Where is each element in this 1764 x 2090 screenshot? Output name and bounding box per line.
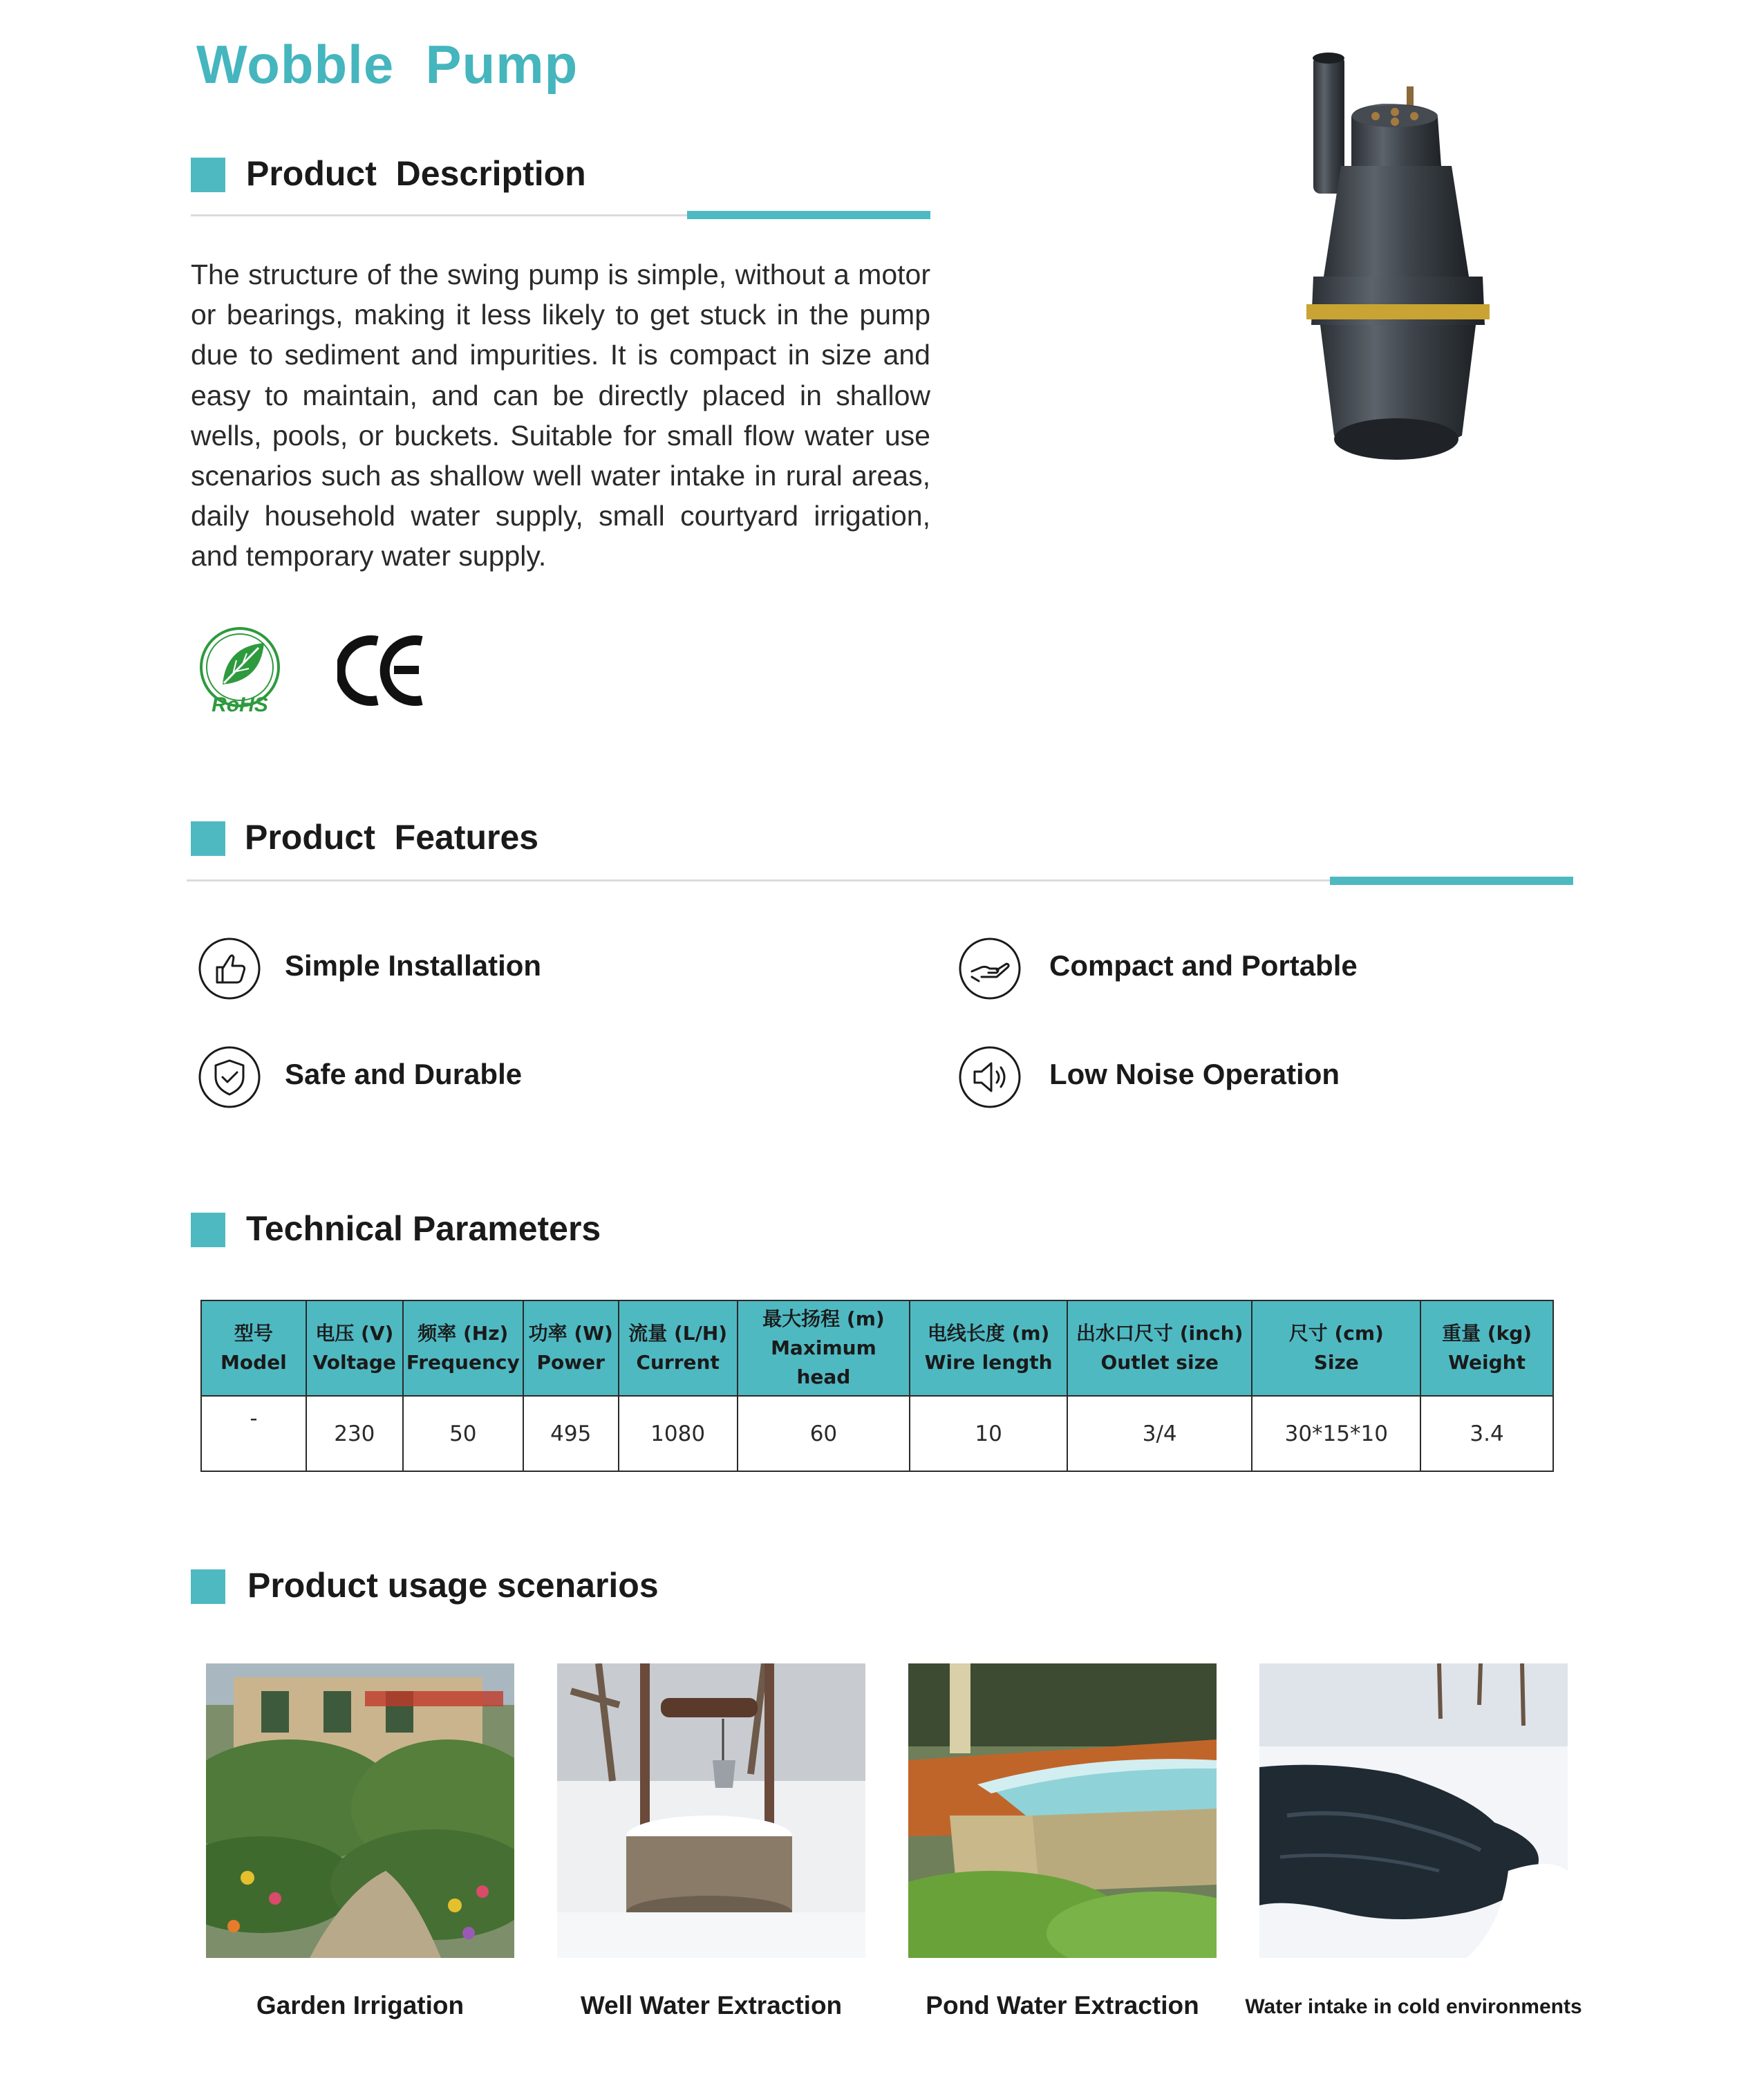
table-cell: 30*15*10 bbox=[1252, 1396, 1420, 1471]
table-row bbox=[201, 1396, 1553, 1471]
table-header: 尺寸 (cm) Size bbox=[1252, 1300, 1420, 1396]
table-header: 重量 (kg) Weight bbox=[1420, 1300, 1553, 1396]
table-header: 频率 (Hz) Frequency bbox=[403, 1300, 523, 1396]
feature-simple-installation: Simple Installation bbox=[285, 949, 542, 982]
section-title-features: Product Features bbox=[245, 818, 539, 857]
table-header: 出水口尺寸 (inch) Outlet size bbox=[1067, 1300, 1252, 1396]
table-header: 流量 (L/H) Current bbox=[619, 1300, 738, 1396]
section-marker bbox=[191, 1569, 225, 1604]
table-cell: 3/4 bbox=[1067, 1396, 1252, 1471]
table-header: 最大扬程 (m) Maximum head bbox=[738, 1300, 910, 1396]
cold-environment-photo bbox=[1259, 1663, 1568, 1958]
table-header: 功率 (W) Power bbox=[523, 1300, 619, 1396]
section-marker bbox=[191, 821, 225, 856]
feature-safe-durable: Safe and Durable bbox=[285, 1058, 523, 1090]
section-divider-accent bbox=[1330, 877, 1573, 885]
well-water-photo bbox=[557, 1663, 865, 1958]
section-marker bbox=[191, 1213, 225, 1247]
section-marker bbox=[191, 158, 225, 192]
scenario-caption: Well Water Extraction bbox=[580, 1991, 843, 2019]
table-cell: 3.4 bbox=[1420, 1396, 1553, 1471]
table-cell: 50 bbox=[403, 1396, 523, 1471]
scenario-caption: Garden Irrigation bbox=[256, 1991, 465, 2019]
ce-logo bbox=[337, 633, 427, 709]
speaker-icon bbox=[958, 1045, 1022, 1109]
rohs-text: RoHS bbox=[212, 693, 268, 716]
section-title-usage: Product usage scenarios bbox=[247, 1566, 659, 1605]
feature-compact-portable: Compact and Portable bbox=[1049, 949, 1358, 982]
scenario-caption: Water intake in cold environments bbox=[1245, 1995, 1582, 2018]
pond-water-photo bbox=[908, 1663, 1217, 1958]
thumbs-up-icon bbox=[198, 937, 261, 1000]
product-image bbox=[1286, 48, 1493, 477]
table-cell: 230 bbox=[306, 1396, 403, 1471]
section-title-description: Product Description bbox=[246, 154, 586, 193]
section-divider-accent bbox=[687, 211, 930, 219]
table-cell: 10 bbox=[910, 1396, 1067, 1471]
scenario-caption: Pond Water Extraction bbox=[926, 1991, 1199, 2019]
table-cell: - bbox=[201, 1396, 306, 1471]
table-cell: 495 bbox=[523, 1396, 619, 1471]
rohs-logo bbox=[195, 626, 285, 716]
page-title: Wobble Pump bbox=[196, 34, 579, 95]
shield-check-icon bbox=[198, 1045, 261, 1109]
product-description-text: The structure of the swing pump is simple, without a motor or bearings, making it less likely to get stuck in the pump due to sediment and impurities. It is compact in size and easy to maintain, and can be directly placed in shallow wells, pools, or buckets. Suitable for small flow water use scenarios such as shallow well water intake in rural areas, daily household water supply, small courtyard irrigation, and temporary water supply. bbox=[191, 259, 930, 572]
table-header: 电压 (V) Voltage bbox=[306, 1300, 403, 1396]
hand-holding-icon bbox=[958, 937, 1022, 1000]
section-title-technical: Technical Parameters bbox=[246, 1209, 601, 1248]
table-header-row bbox=[201, 1300, 1553, 1396]
table-cell: 60 bbox=[738, 1396, 910, 1471]
technical-parameters-table bbox=[200, 1300, 1554, 1472]
garden-irrigation-photo bbox=[206, 1663, 514, 1958]
table-cell: 1080 bbox=[619, 1396, 738, 1471]
feature-low-noise: Low Noise Operation bbox=[1049, 1058, 1340, 1090]
table-header: 型号 Model bbox=[201, 1300, 306, 1396]
table-header: 电线长度 (m) Wire length bbox=[910, 1300, 1067, 1396]
